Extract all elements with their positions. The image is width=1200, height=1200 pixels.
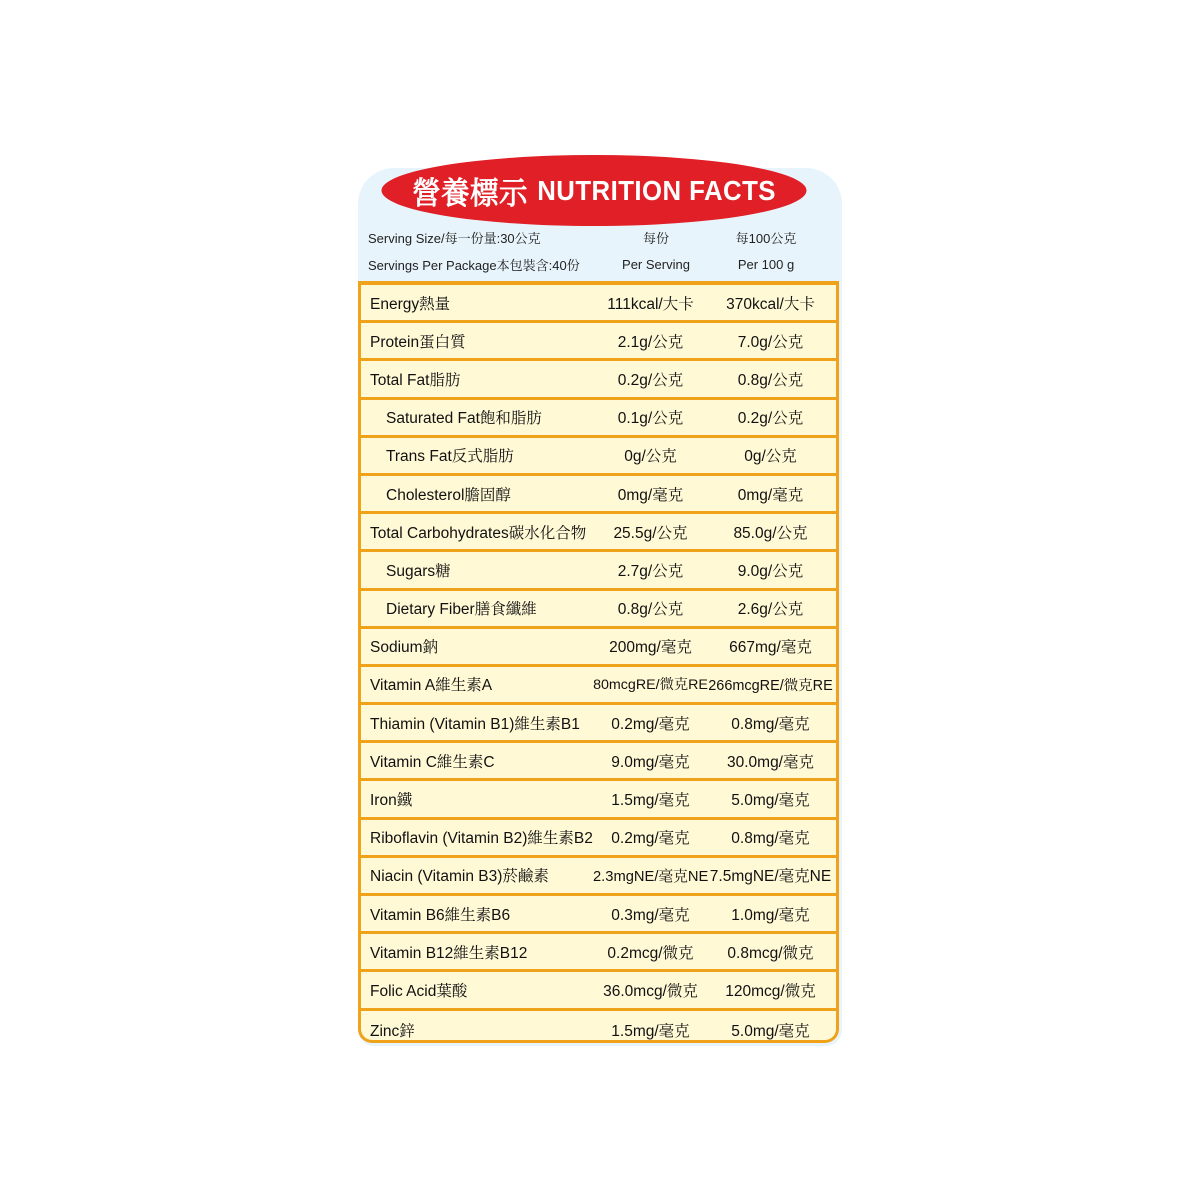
per-100g-value: 667mg/毫克: [729, 639, 812, 657]
nutrient-name: Vitamin A維生素A: [370, 677, 493, 695]
table-row: [361, 400, 836, 438]
nutrient-name: Energy熱量: [370, 295, 451, 313]
per-serving-value: 0.1g/公克: [617, 410, 684, 428]
per-serving-value: 1.5mg/毫克: [611, 792, 690, 810]
per-100g-value: 30.0mg/毫克: [726, 753, 814, 771]
per-100g-value: 370kcal/大卡: [726, 295, 815, 313]
table-row: [361, 667, 836, 705]
nutrient-name: Vitamin B6維生素B6: [370, 906, 511, 924]
nutrient-name: Iron鐵: [370, 792, 413, 810]
nutrient-name: Niacin (Vitamin B3)菸鹼素: [370, 868, 549, 886]
nutrient-name: Sodium鈉: [370, 639, 439, 657]
table-row: [361, 285, 836, 323]
per-100g-value: 5.0mg/毫克: [731, 792, 810, 810]
per-serving-value: 0.3mg/毫克: [611, 906, 690, 924]
per-100g-value: 0.8g/公克: [737, 371, 804, 389]
table-row: [361, 820, 836, 858]
nutrient-name: Vitamin C維生素C: [370, 753, 495, 771]
table-row: [361, 514, 836, 552]
header-row-serving-size: [368, 225, 838, 249]
per-100g-value: 7.5mgNE/毫克NE: [709, 868, 832, 886]
per-100g-value: 0g/公克: [744, 448, 797, 466]
per-100g-value: 85.0g/公克: [733, 524, 808, 542]
table-row: [361, 591, 836, 629]
table-row: [361, 361, 836, 399]
per-serving-value: 0mg/毫克: [617, 486, 684, 504]
col-per-serving-en: Per Serving: [622, 256, 690, 272]
nutrient-table: [358, 281, 839, 1043]
per-serving-value: 0.2mg/毫克: [611, 715, 690, 733]
per-serving-value: 200mg/毫克: [609, 639, 692, 657]
nutrient-name: Protein蛋白質: [370, 333, 466, 351]
per-100g-value: 9.0g/公克: [737, 562, 804, 580]
per-serving-value: 36.0mcg/微克: [603, 982, 698, 1000]
per-serving-value: 0g/公克: [624, 448, 677, 466]
per-serving-value: 2.3mgNE/毫克NE: [593, 868, 709, 885]
servings-per-package: Servings Per Package本包裝含:40份: [368, 257, 580, 273]
table-row: [361, 972, 836, 1010]
table-row: [361, 476, 836, 514]
per-serving-value: 0.2mcg/微克: [607, 944, 694, 962]
nutrient-name: Folic Acid葉酸: [370, 982, 468, 1000]
per-100g-value: 5.0mg/毫克: [731, 1022, 810, 1040]
header-row-servings-per-package: [368, 252, 838, 276]
table-row: [361, 743, 836, 781]
per-serving-value: 1.5mg/毫克: [611, 1022, 690, 1040]
per-100g-value: 266mcgRE/微克RE: [708, 677, 833, 694]
table-row: [361, 1011, 836, 1043]
table-row: [361, 705, 836, 743]
per-100g-value: 1.0mg/毫克: [731, 906, 810, 924]
per-serving-value: 25.5g/公克: [613, 524, 688, 542]
nutrient-name: Dietary Fiber膳食纖維: [386, 601, 537, 619]
per-serving-value: 2.7g/公克: [617, 562, 684, 580]
nutrient-name: Total Fat脂肪: [370, 371, 461, 389]
table-row: [361, 552, 836, 590]
per-100g-value: 0.8mcg/微克: [727, 944, 814, 962]
nutrient-name: Vitamin B12維生素B12: [370, 944, 528, 962]
col-per-serving-zh: 每份: [642, 230, 669, 246]
table-row: [361, 323, 836, 361]
nutrient-name: Thiamin (Vitamin B1)維生素B1: [370, 715, 580, 733]
col-per-100-zh: 每100公克: [735, 230, 797, 246]
per-serving-value: 0.2mg/毫克: [611, 830, 690, 848]
nutrient-name: Riboflavin (Vitamin B2)維生素B2: [370, 830, 593, 848]
per-100g-value: 2.6g/公克: [737, 601, 804, 619]
table-row: [361, 629, 836, 667]
title-en: NUTRITION FACTS: [537, 174, 776, 206]
col-per-100-en: Per 100 g: [737, 256, 795, 272]
title-banner: [381, 155, 806, 226]
nutrient-name: Sugars糖: [386, 562, 451, 580]
title-zh: 營養標示: [412, 176, 528, 211]
per-100g-value: 0.2g/公克: [737, 410, 804, 428]
per-serving-value: 9.0mg/毫克: [611, 753, 690, 771]
table-row: [361, 934, 836, 972]
per-100g-value: 0.8mg/毫克: [731, 830, 810, 848]
nutrient-name: Trans Fat反式脂肪: [386, 448, 514, 466]
nutrient-name: Cholesterol膽固醇: [386, 486, 511, 504]
per-100g-value: 120mcg/微克: [725, 982, 816, 1000]
table-row: [361, 896, 836, 934]
per-serving-value: 0.8g/公克: [617, 601, 684, 619]
nutrient-name: Total Carbohydrates碳水化合物: [370, 524, 587, 542]
serving-size: Serving Size/每一份量:30公克: [368, 230, 541, 246]
per-serving-value: 2.1g/公克: [617, 333, 684, 351]
per-serving-value: 0.2g/公克: [617, 371, 684, 389]
nutrient-name: Saturated Fat飽和脂肪: [386, 410, 542, 428]
per-serving-value: 80mcgRE/微克RE: [593, 677, 708, 694]
per-100g-value: 0.8mg/毫克: [731, 715, 810, 733]
per-serving-value: 111kcal/大卡: [607, 295, 694, 313]
per-100g-value: 0mg/毫克: [737, 486, 804, 504]
table-row: [361, 781, 836, 819]
table-row: [361, 438, 836, 476]
per-100g-value: 7.0g/公克: [737, 333, 804, 351]
table-row: [361, 858, 836, 896]
nutrient-name: Zinc鋅: [370, 1022, 415, 1040]
